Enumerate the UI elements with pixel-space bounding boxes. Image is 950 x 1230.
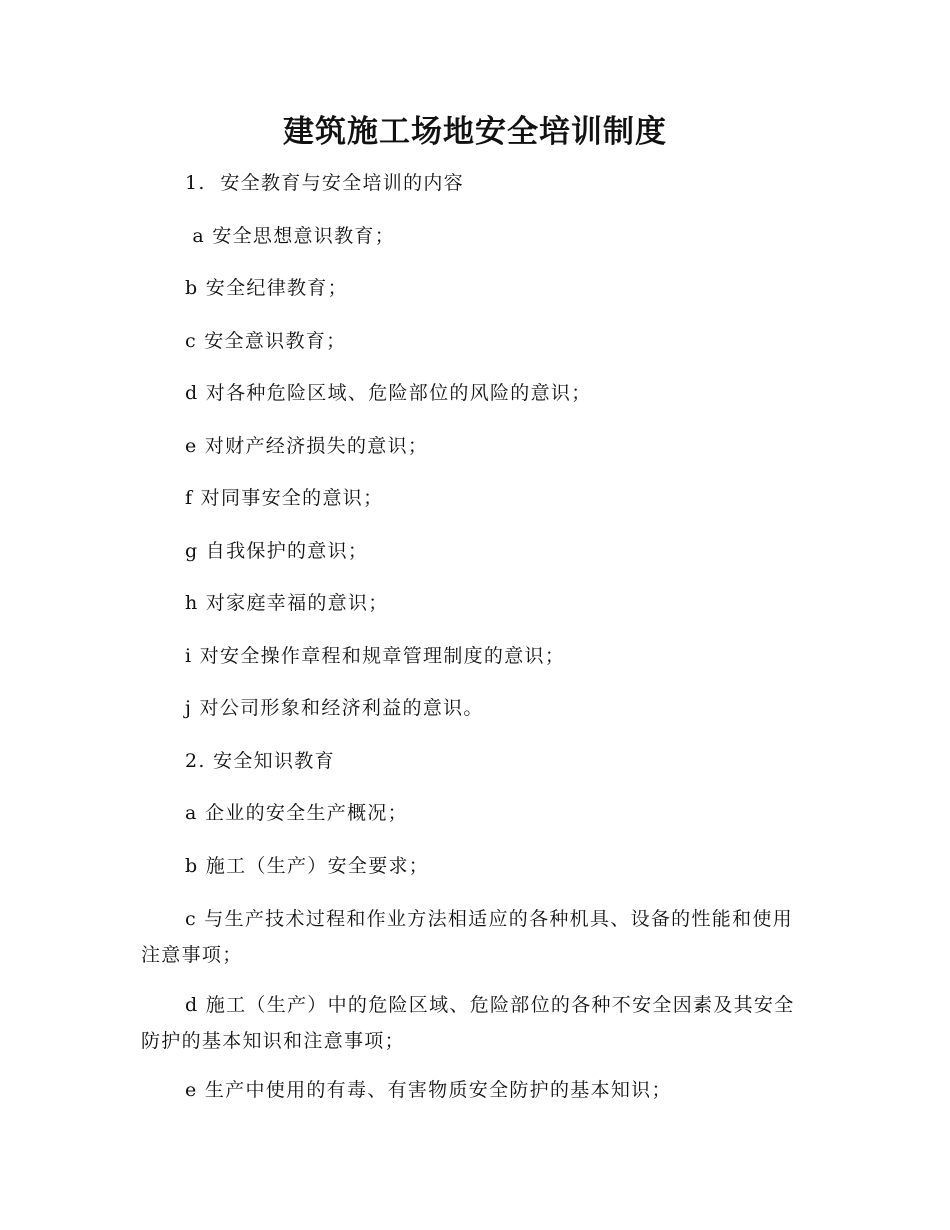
heading-1-training-content: 1. 安全教育与安全培训的内容 [185, 172, 465, 194]
list-item: j 对公司形象和经济利益的意识。 [185, 697, 484, 719]
document-body [141, 166, 801, 1126]
list-item: i 对安全操作章程和规章管理制度的意识； [185, 644, 566, 667]
heading-2-safety-knowledge: 2. 安全知识教育 [185, 749, 335, 772]
list-item: f 对同事安全的意识； [185, 487, 384, 509]
list-item: c 安全意识教育； [185, 329, 347, 352]
document-title: 建筑施工场地安全培训制度 [283, 114, 667, 150]
list-item: g 自我保护的意识； [185, 539, 369, 562]
list-item: a 安全思想意识教育； [185, 224, 396, 247]
list-item: d 对各种危险区域、危险部位的风险的意识； [185, 382, 592, 404]
list-item: c 与生产技术过程和作业方法相适应的各种机具、设备的性能和使用注意事项； [141, 908, 793, 966]
list-item: h 对家庭幸福的意识； [185, 592, 389, 614]
list-item: b 安全纪律教育； [185, 277, 348, 299]
list-item: e 生产中使用的有毒、有害物质安全防护的基本知识； [185, 1079, 672, 1101]
list-item: d 施工（生产）中的危险区域、危险部位的各种不安全因素及其安全防护的基本知识和注意事项； [141, 994, 795, 1052]
list-item: a 企业的安全生产概况； [185, 802, 408, 824]
list-item: b 施工（生产）安全要求； [185, 854, 430, 877]
list-item: e 对财产经济损失的意识； [185, 434, 429, 457]
